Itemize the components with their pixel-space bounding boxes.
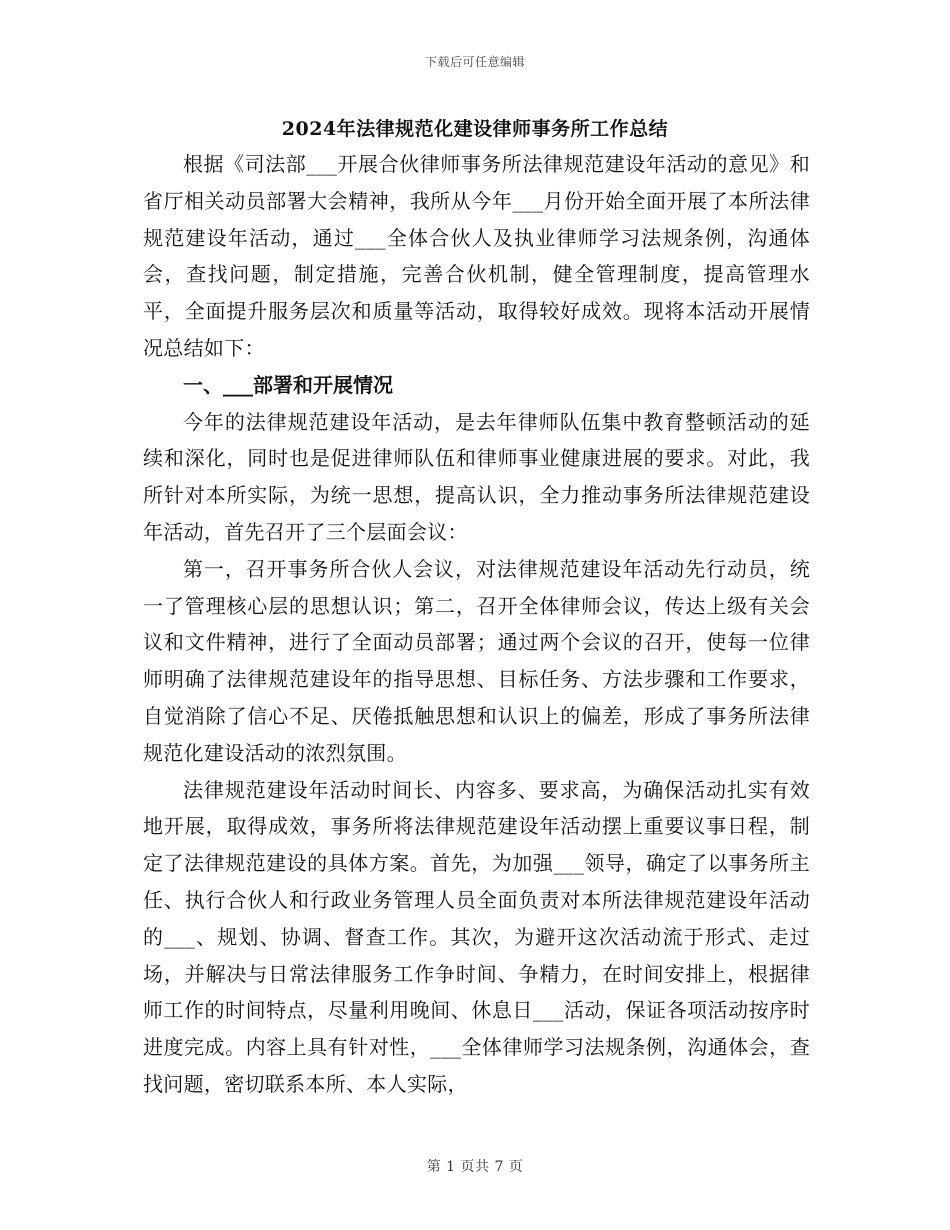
document-title: 2024年法律规范化建设律师事务所工作总结 [281, 118, 669, 140]
section-heading: 一、___部署和开展情况 [183, 372, 393, 397]
document-body [143, 146, 810, 1103]
page-header: 下载后可任意编辑 [424, 55, 525, 69]
intro-paragraph: 根据《司法部___开展合伙律师事务所法律规范建设年活动的意见》和省厅相关动员部署大会精神，我所从今年___月份开始全面开展了本所法律规范建设年活动，通过___全体合伙人及执业律师学习法规条例，沟通体会，查找问题，制定措施，完善合伙机制，健全管理制度，提高管理水平，全面提升服务层次和质量等活动，取得较好成效。现将本活动开展情况总结如下： [143, 152, 810, 360]
section-paragraph-2: 第一，召开事务所合伙人会议，对法律规范建设年活动先行动员，统一了管理核心层的思想认识；第二，召开全体律师会议，传达上级有关会议和文件精神，进行了全面动员部署；通过两个会议的召开，使每一位律师明确了法律规范建设年的指导思想、目标任务、方法步骤和工作要求，自觉消除了信心不足、厌倦抵触思想和认识上的偏差，形成了事务所法律规范化建设活动的浓烈氛围。 [143, 556, 810, 765]
section-paragraph-3: 法律规范建设年活动时间长、内容多、要求高，为确保活动扎实有效地开展，取得成效，事务所将法律规范建设年活动摆上重要议事日程，制定了法律规范建设的具体方案。首先，为加强___领导，确定了以事务所主任、执行合伙人和行政业务管理人员全面负责对本所法律规范建设年活动的___、规划、协调、督查工作。其次，为避开这次活动流于形式、走过场，并解决与日常法律服务工作争时间、争精力，在时间安排上，根据律师工作的时间特点，尽量利用晚间、休息日___活动，保证各项活动按序时进度完成。内容上具有针对性，___全体律师学习法规条例，沟通体会，查找问题，密切联系本所、本人实际， [143, 777, 810, 1096]
page-footer: 第 1 页共 7 页 [426, 1159, 524, 1175]
section-paragraph-1: 今年的法律规范建设年活动，是去年律师队伍集中教育整顿活动的延续和深化，同时也是促进律师队伍和律师事业健康进展的要求。对此，我所针对本所实际，为统一思想，提高认识，全力推动事务所法律规范建设年活动，首先召开了三个层面会议： [143, 409, 810, 544]
